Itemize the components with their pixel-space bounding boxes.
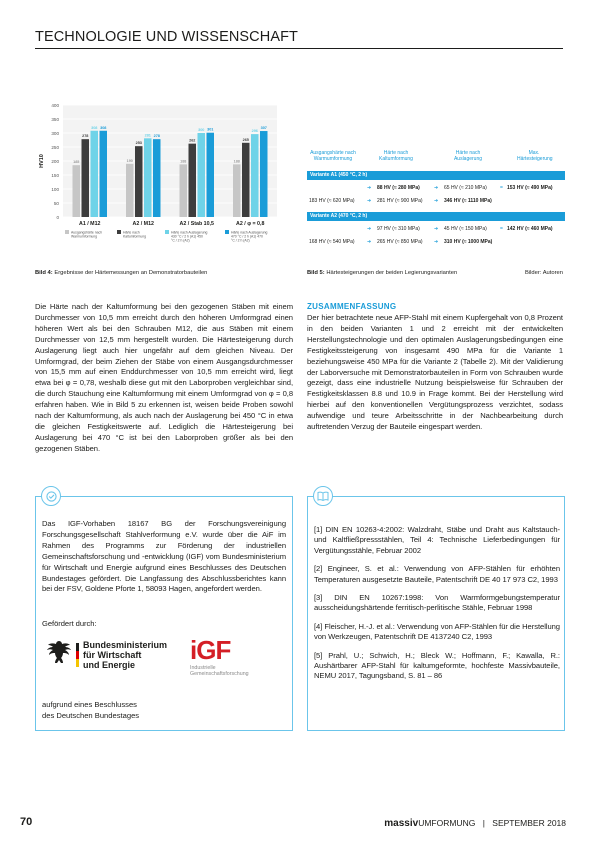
bar [126, 164, 134, 217]
variant-a1-equals-icon: = [500, 185, 503, 191]
body-text-summary: Der hier betrachtete neue AFP-Stahl mit einem Kupfergehalt von 0,8 Prozent in den beiden Varianten 1 und 2 erreicht mit der entwickelten Herstellungstechnologie und den optimalen Auslagerungsbedingungen eine Festigkeitssteigerung von insgesamt 490 MPa für die Variante 1 beziehungsweise 450 MPa für die Variante 2 (Tabelle 2). Mit der Validierung der Laborversuche mit Demonstratorbauteilen in Form von Schrauben wurde gezeigt, dass eine industrielle Nutzung beispielsweise für Schrauben der Festigkeitsklassen 8.8 und 10.9 in Frage kommt. Bei der Herstellung wird hierbei auf den konventionellen Vergütungsprozess verzichtet, sodass aufwendige und teure Arbeitsschritte in der Nachbearbeitung durch auftretenden Verzug der Bauteile eingespart werden. [307, 313, 563, 432]
footer-issue: SEPTEMBER 2018 [492, 818, 566, 828]
bar [189, 144, 197, 217]
bar [100, 131, 108, 217]
bundestag-resolution: aufgrund eines Beschlusses des Deutschen Bundestages [42, 700, 140, 720]
bar [242, 143, 250, 217]
info-box-icon [41, 486, 61, 506]
bmwi-logo-text: Bundesministerium für Wirtschaft und Energie [83, 640, 168, 670]
reference-item: [3] DIN EN 10267:1998: Von Warmformgebungstemperatur ausscheidungshärtende ferritisch-perlitische Stähle, Februar 1998 [314, 593, 560, 613]
figure-5-header-max: Max. Härtesteigerung [517, 150, 553, 162]
variant-a1-bar: Variante A1 (450 °C, 2 h) [307, 171, 565, 180]
variant-a1-row1 [307, 180, 565, 196]
figure-credit: Bilder: Autoren [524, 270, 563, 276]
bar-value-label: 308 [100, 125, 107, 130]
bar-value-label: 281 [144, 133, 151, 138]
y-tick-label: 150 [51, 172, 59, 178]
variant-a1-row2 [307, 196, 565, 210]
summary-heading: ZUSAMMENFASSUNG [307, 302, 397, 311]
bar-value-label: 278 [82, 134, 89, 139]
figure-4-caption-label: Bild 4: [35, 270, 53, 276]
variant-a2-arrow-icon: ➜ [367, 226, 372, 232]
variant-a1-aged: 346 HV (≈ 1110 MPa) [444, 198, 492, 204]
bar [144, 138, 152, 217]
legend-label: Härte nach Kaltumformung [123, 230, 146, 239]
variant-a1-arrow3-icon: ➜ [367, 198, 372, 204]
figure-5-header-aged: Härte nach Auslagerung [453, 150, 483, 162]
reference-item: [2] Engineer, S. et al.: Verwendung von AFP-Stählen für erhöhten Temperaturen ausgesetzte Bauteile, Patentschrift DE 40 17 973 C2, 1993 [314, 564, 560, 584]
legend-swatch [165, 230, 169, 234]
legend-label: Härte nach Auslagerung 470 °C / 2 h (A1) 470 °C / 2 h (A2) [231, 230, 268, 243]
variant-a1-cold: 281 HV (≈ 900 MPa) [377, 198, 423, 204]
variant-a1-cold-delta: 88 HV (≈ 280 MPa) [377, 185, 420, 191]
y-tick-label: 200 [51, 158, 59, 164]
reference-item: [4] Fleischer, H.-J. et al.: Verwendung von AFP-Stählen für die Herstellung von Werkzeugen, Patentschrift DE 4137240 C2, 1993 [314, 621, 560, 642]
bar-value-label: 262 [189, 138, 196, 143]
figure-5 [307, 150, 565, 255]
reference-item: [5] Prahl, U.; Schwich, H.; Bleck W.; Hoffmann, F.; Kawalla, R.: Aushärtbarer AFP-Stahl für kaltumgeformte, hochfeste Massivbauteile, NEMU 2017, Tagungsband, S. 81 – 86 [314, 650, 560, 681]
x-category-label: A2 / M12 [132, 221, 154, 227]
header-rule [35, 48, 563, 49]
body-text-left: Die Härte nach der Kaltumformung bei den gezogenen Stäben mit einem Durchmesser von 10,5 mm erreicht durch den höheren Umformgrad einen höheren Wert als bei den Schrauben M12, die aus Stäben mit einem Durchmesser von 12,5 mm hergestellt wurden. Die Härtesteigerung durch Auslagerung liegt auch hier ungefähr auf dem gleichen Niveau. Der Umformgrad, der beim Ziehen der Stäbe von einem Ausgangsdurchmesser von 15,5 mm auf einen Enddurchmesser von 10,5 mm erreicht wird, liegt etwa bei φ = 0,78, weshalb diese gut mit den Laborproben vergleichbar sind, die durch Stauchung eine Kaltumformung mit einem Umformgrad von φ = 0,8 erfahren haben. Wie in Bild 5 zu erkennen ist, weisen beide Proben sowohl nach der Kaltumformung, als auch nach der Auslagerung bei 450 °C in etwa die gleichen Festigkeitswerte auf. Lediglich die Härtesteigerung bei Auslagerung bei 470 °C ist bei den Laborproben größer als bei den gezogenen Stäben. [35, 302, 293, 453]
bar-value-label: 301 [207, 127, 214, 132]
funding-text: Das IGF-Vorhaben 18167 BG der Forschungsvereinigung Forschungsgesellschaft Stahlverformung e.V. wurde über die AiF im Rahmen des Programms zur Förderung der industriellen Gemeinschaftsforschung und -entwicklung (IGF) vom Bundesministerium für Wirtschaft und Energie aufgrund eines Beschlusses des Deutschen Bundestages gefördert. Die Langfassung des Abschlussberichtes kann bei der FSV, Goldene Pforte 1, 58093 Hagen, angefordert werden. [42, 519, 286, 594]
footer-brand-bold: massiv [384, 818, 419, 829]
figure-5-header-cold: Härte nach Kaltumformung [379, 150, 413, 162]
bar [180, 164, 188, 217]
variant-a1-arrow-icon: ➜ [367, 185, 372, 191]
variant-a1-arrow4-icon: ➜ [434, 198, 439, 204]
figure-5-header-start: Ausgangshärte nach Warmumformung [310, 150, 356, 162]
figure-5-header-row [307, 150, 565, 168]
bar [82, 139, 90, 217]
bar [73, 165, 81, 217]
x-category-label: A2 / φ = 0,8 [236, 221, 265, 227]
figure-5-caption-text: Härtesteigerungen der beiden Legierungsvarianten [326, 270, 458, 276]
y-axis-label: HV10 [39, 154, 45, 168]
y-tick-label: 350 [51, 116, 59, 122]
bar [135, 146, 143, 217]
legend-swatch [117, 230, 121, 234]
variant-a2-arrow4-icon: ➜ [434, 239, 439, 245]
reference-item: [1] DIN EN 10263-4:2002: Walzdraht, Stäbe und Draht aus Kaltstauch- und Kaltfließpressstählen, Teil 4: Technische Lieferbedingungen für Vergütungsstähle, Februar 2002 [314, 525, 560, 555]
y-tick-label: 400 [51, 102, 59, 108]
federal-eagle-logo [44, 639, 74, 665]
variant-a2-max: 142 HV (≈ 460 MPa) [507, 226, 553, 232]
variant-a1-max: 153 HV (≈ 490 MPa) [507, 185, 553, 191]
bar-value-label: 296 [251, 129, 258, 134]
y-tick-label: 0 [56, 214, 59, 220]
x-category-label: A1 / M12 [79, 221, 101, 227]
bar-value-label: 278 [153, 134, 160, 139]
variant-a2-row2 [307, 237, 565, 251]
funding-box [35, 496, 293, 731]
bar-value-label: 300 [198, 128, 205, 132]
section-header: TECHNOLOGIE UND WISSENSCHAFT [35, 29, 299, 45]
bar [207, 133, 215, 217]
reference-list [314, 525, 560, 690]
bar-value-label: 185 [73, 160, 80, 165]
legend-label: Ausgangshärte nach Warmumformung [71, 230, 103, 239]
page-number: 70 [20, 816, 33, 828]
variant-a2-row1 [307, 221, 565, 237]
bar-value-label: 188 [180, 159, 187, 164]
figure-5-caption-label: Bild 5: [307, 270, 325, 276]
bar [91, 131, 99, 217]
bar-value-label: 307 [260, 126, 267, 131]
legend-label: Härte nach Auslagerung 430 °C / 2 h (A1) 450 °C / 2 h (A2) [171, 230, 208, 243]
book-icon [313, 486, 333, 506]
figure-4-caption [35, 270, 207, 276]
bar [153, 139, 161, 217]
igf-logo: iGF Industrielle Gemeinschaftsforschung [190, 635, 249, 677]
references-box [307, 496, 565, 731]
y-tick-label: 50 [53, 200, 59, 206]
y-tick-label: 250 [51, 144, 59, 150]
funding-label: Gefördert durch: [42, 619, 97, 628]
bar-value-label: 253 [135, 141, 142, 146]
figure-5-caption [307, 270, 457, 276]
variant-a2-arrow3-icon: ➜ [367, 239, 372, 245]
variant-a1-arrow2-icon: ➜ [434, 185, 439, 191]
variant-a1-start: 183 HV (≈ 620 MPa) [309, 198, 355, 204]
bar-value-label: 308 [91, 125, 98, 130]
bar-value-label: 265 [242, 137, 249, 142]
bar [198, 133, 206, 217]
variant-a2-cold: 265 HV (≈ 850 MPa) [377, 239, 423, 245]
variant-a2-arrow2-icon: ➜ [434, 226, 439, 232]
y-tick-label: 300 [51, 130, 59, 136]
x-category-label: A2 / Stab 10,5 [179, 221, 214, 227]
bar-value-label: 190 [126, 158, 133, 163]
bar [251, 134, 259, 217]
bar [233, 164, 241, 217]
variant-a2-aged: 310 HV (≈ 1000 MPa) [444, 239, 493, 245]
bar [260, 131, 268, 217]
variant-a2-aged-delta: 45 HV (≈ 150 MPa) [444, 226, 487, 232]
legend-swatch [225, 230, 229, 234]
variant-a2-equals-icon: = [500, 226, 503, 232]
variant-a2-bar: Variante A2 (470 °C, 2 h) [307, 212, 565, 221]
footer-brand: massivUMFORMUNG | SEPTEMBER 2018 [384, 818, 566, 829]
variant-a2-start: 168 HV (≈ 540 MPa) [309, 239, 355, 245]
hardness-bar-chart [35, 95, 285, 267]
legend-swatch [65, 230, 69, 234]
variant-a2-cold-delta: 97 HV (≈ 310 MPa) [377, 226, 420, 232]
variant-a1-aged-delta: 65 HV (≈ 210 MPa) [444, 185, 487, 191]
figure-4 [35, 95, 285, 267]
footer-brand-rest: UMFORMUNG [418, 818, 476, 828]
figure-4-caption-text: Ergebnisse der Härtemessungen an Demonstratorbauteilen [54, 270, 208, 276]
y-tick-label: 100 [51, 186, 59, 192]
bar-value-label: 188 [233, 159, 240, 164]
flag-stripe [76, 643, 79, 667]
